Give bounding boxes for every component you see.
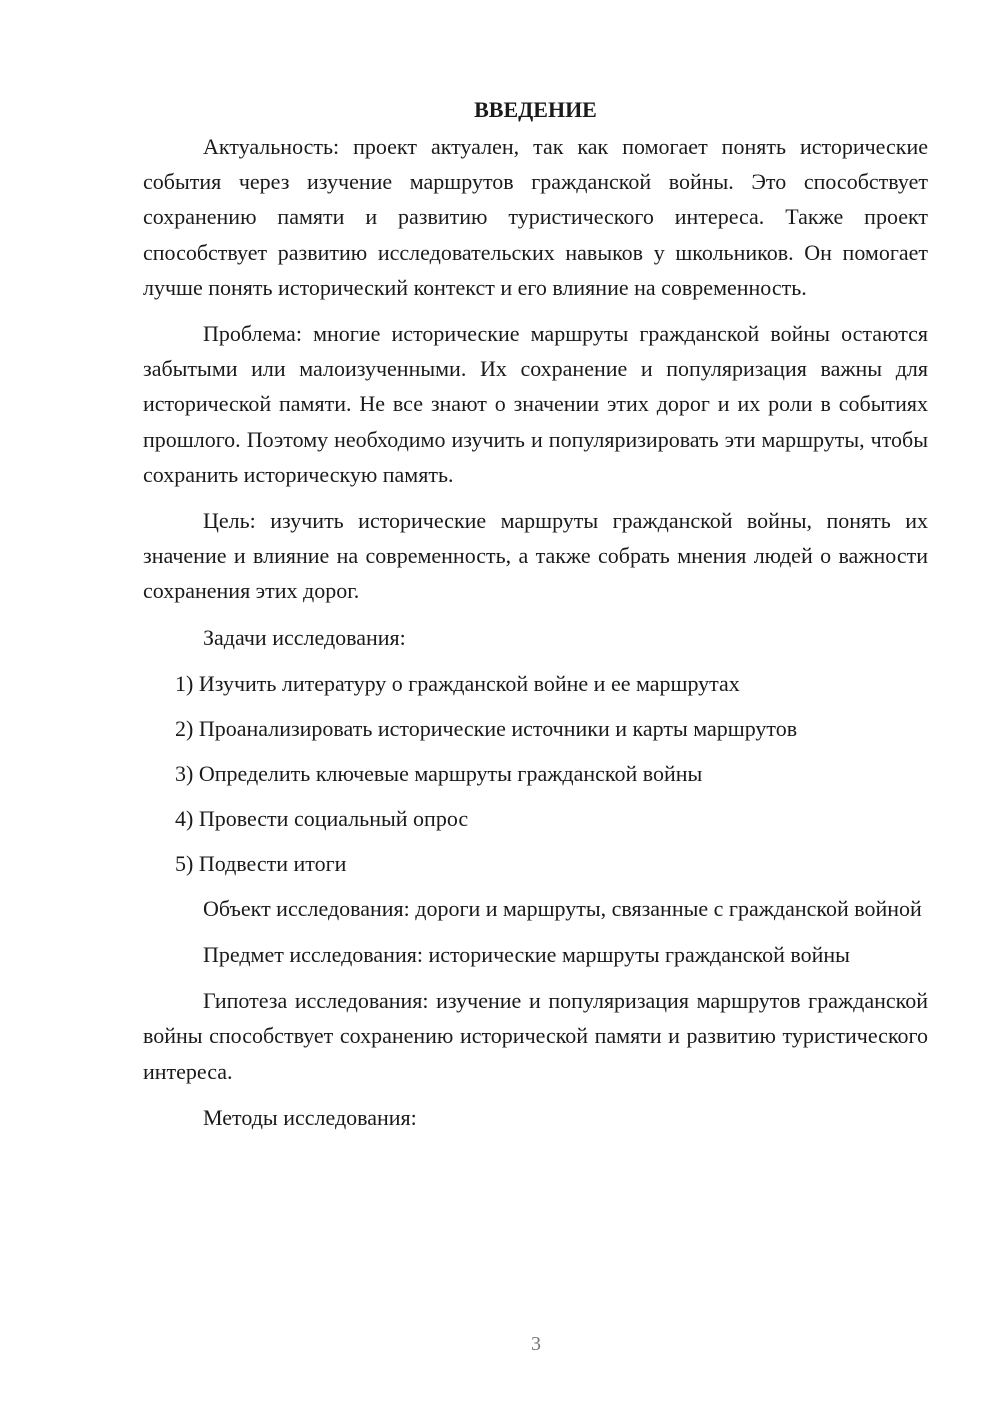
- hypothesis-paragraph: Гипотеза исследования: изучение и популяризация маршрутов гражданской войны способствует сохранению исторической памяти и развитию туристического интереса.: [143, 988, 928, 1084]
- list-item: 2) Проанализировать исторические источники и карты маршрутов: [175, 715, 798, 741]
- tasks-list: [143, 666, 928, 881]
- document-title: ВВЕДЕНИЕ: [474, 97, 597, 122]
- goal-paragraph: Цель: изучить исторические маршруты гражданской войны, понять их значение и влияние на современность, а также собрать мнения людей о важности сохранения этих дорог.: [143, 508, 928, 604]
- object-paragraph: Объект исследования: дороги и маршруты, связанные с гражданской войной: [203, 895, 922, 921]
- relevance-paragraph: Актуальность: проект актуален, так как помогает понять исторические события через изучение маршрутов гражданской войны. Это способствует сохранению памяти и развитию туристического интереса. Также проект способствует развитию исследовательских навыков у школьников. Он помогает лучше понять исторический контекст и его влияние на современность.: [143, 134, 928, 300]
- list-item: 3) Определить ключевые маршруты гражданской войны: [175, 760, 703, 786]
- page-number: 3: [531, 1333, 541, 1355]
- methods-heading: Методы исследования:: [203, 1104, 417, 1130]
- document-page: [143, 92, 928, 1146]
- list-item: 1) Изучить литературу о гражданской войне и ее маршрутах: [175, 670, 740, 696]
- problem-paragraph: Проблема: многие исторические маршруты гражданской войны остаются забытыми или малоизученными. Их сохранение и популяризация важны для исторической памяти. Не все знают о значении этих дорог и их роли в событиях прошлого. Поэтому необходимо изучить и популяризировать эти маршруты, чтобы сохранить историческую память.: [143, 321, 928, 487]
- list-item: 4) Провести социальный опрос: [175, 805, 469, 831]
- list-item: 5) Подвести итоги: [175, 850, 347, 876]
- subject-paragraph: Предмет исследования: исторические маршруты гражданской войны: [203, 942, 850, 968]
- tasks-heading: Задачи исследования:: [203, 624, 406, 650]
